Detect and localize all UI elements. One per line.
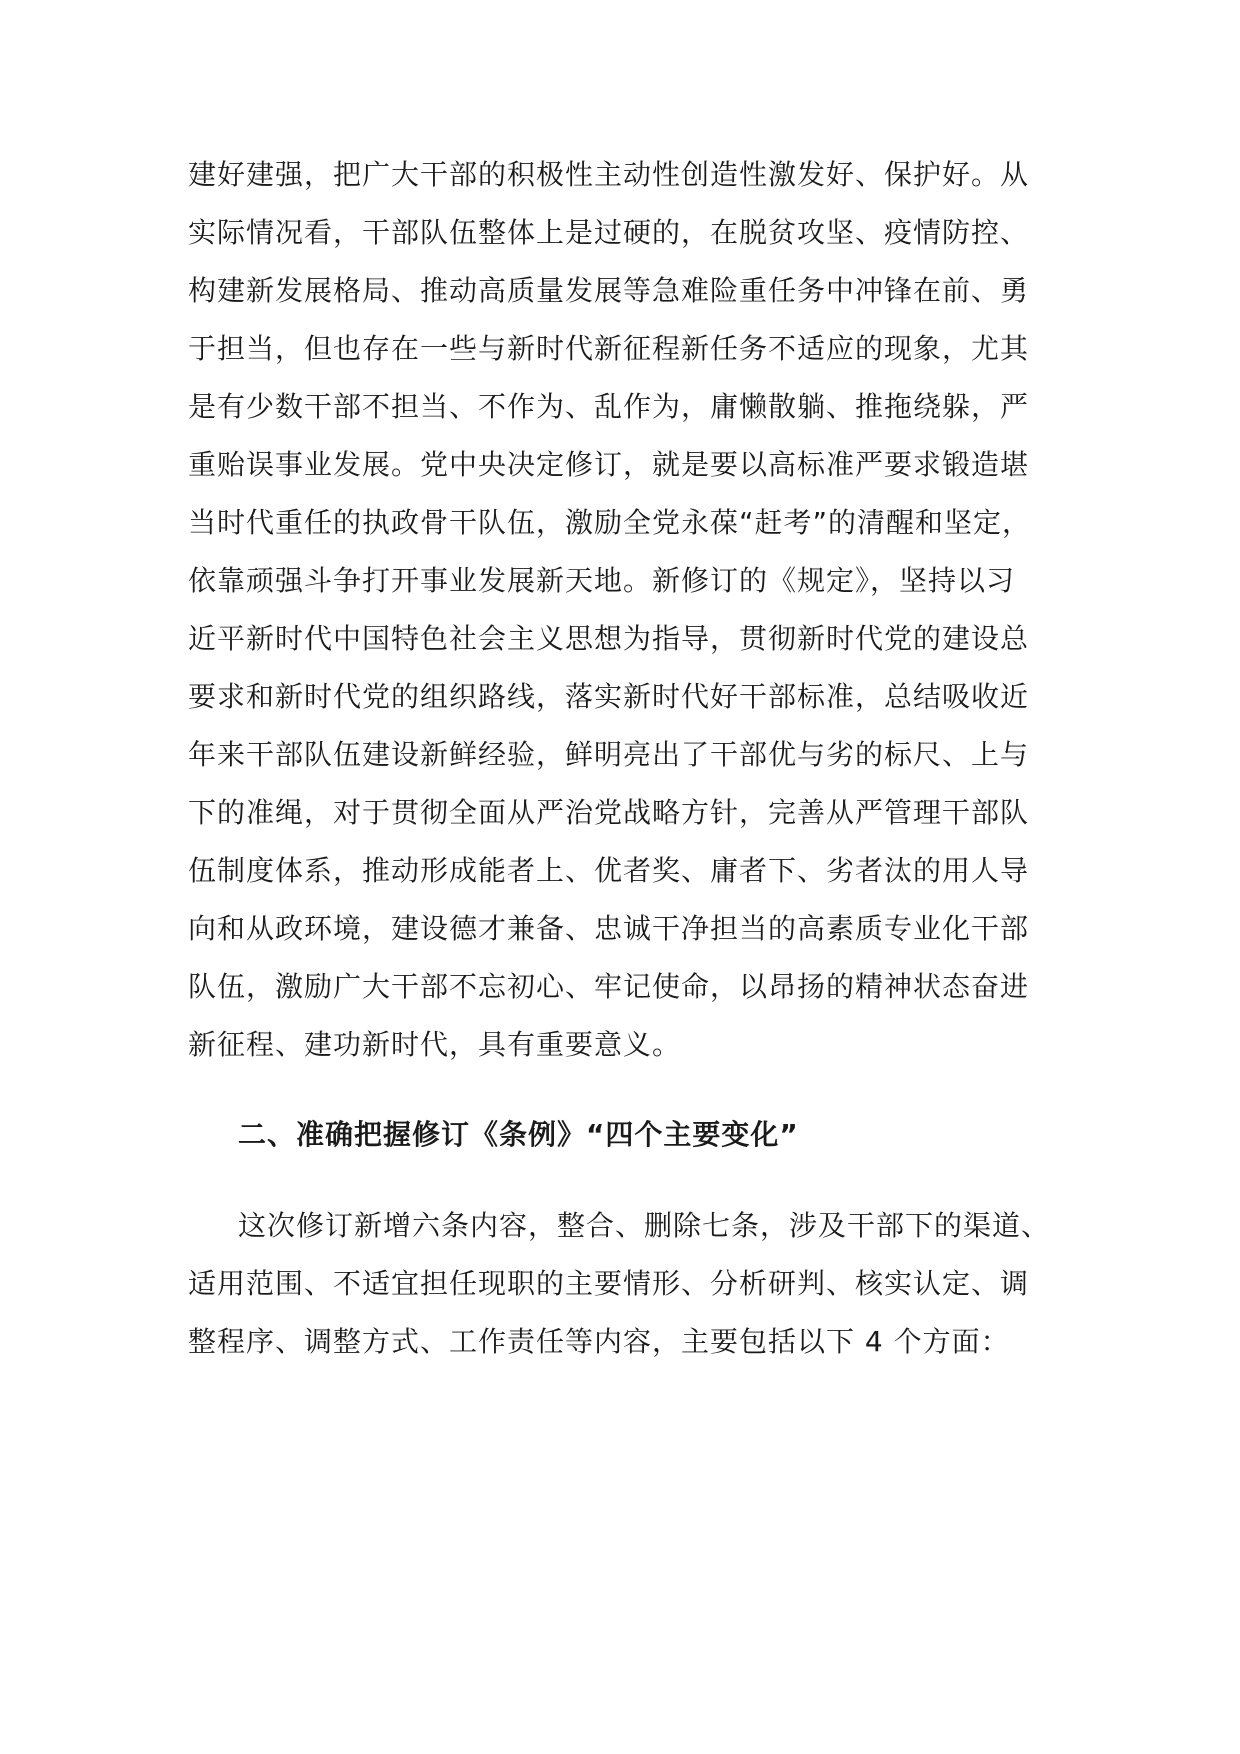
paragraph-line: 实际情况看，干部队伍整体上是过硬的，在脱贫攻坚、疫情防控、 bbox=[188, 216, 1030, 249]
paragraph-line: 是有少数干部不担当、不作为、乱作为，庸懒散躺、推拖绕躲，严 bbox=[188, 390, 1030, 423]
paragraph-line: 依靠顽强斗争打开事业发展新天地。新修订的《规定》，坚持以习 bbox=[188, 564, 1016, 597]
paragraph-line: 下的准绳，对于贯彻全面从严治党战略方针，完善从严管理干部队 bbox=[188, 796, 1030, 829]
paragraph-line: 于担当，但也存在一些与新时代新征程新任务不适应的现象，尤其 bbox=[188, 332, 1030, 365]
paragraph-line: 当时代重任的执政骨干队伍，激励全党永葆“赶考”的清醒和坚定， bbox=[188, 506, 1032, 539]
paragraph-line: 要求和新时代党的组织路线，落实新时代好干部标准，总结吸收近 bbox=[188, 680, 1030, 713]
paragraph-line: 新征程、建功新时代，具有重要意义。 bbox=[188, 1028, 682, 1061]
paragraph-line: 这次修订新增六条内容，整合、删除七条，涉及干部下的渠道、 bbox=[238, 1209, 1051, 1242]
paragraph-line: 适用范围、不适宜担任现职的主要情形、分析研判、核实认定、调 bbox=[188, 1267, 1030, 1300]
paragraph-line: 队伍，激励广大干部不忘初心、牢记使命，以昂扬的精神状态奋进 bbox=[188, 970, 1030, 1003]
paragraph-line: 构建新发展格局、推动高质量发展等急难险重任务中冲锋在前、勇 bbox=[188, 274, 1030, 307]
section-heading: 二、准确把握修订《条例》“四个主要变化” bbox=[238, 1118, 799, 1151]
paragraph-line: 伍制度体系，推动形成能者上、优者奖、庸者下、劣者汰的用人导 bbox=[188, 854, 1030, 887]
paragraph-line: 向和从政环境，建设德才兼备、忠诚干净担当的高素质专业化干部 bbox=[188, 912, 1030, 945]
paragraph-line: 整程序、调整方式、工作责任等内容，主要包括以下 4 个方面： bbox=[188, 1325, 1010, 1358]
paragraph-line: 年来干部队伍建设新鲜经验，鲜明亮出了干部优与劣的标尺、上与 bbox=[188, 738, 1030, 771]
paragraph-line: 近平新时代中国特色社会主义思想为指导，贯彻新时代党的建设总 bbox=[188, 622, 1030, 655]
paragraph-line: 建好建强，把广大干部的积极性主动性创造性激发好、保护好。从 bbox=[188, 158, 1030, 191]
paragraph-line: 重贻误事业发展。党中央决定修订，就是要以高标准严要求锻造堪 bbox=[188, 448, 1030, 481]
